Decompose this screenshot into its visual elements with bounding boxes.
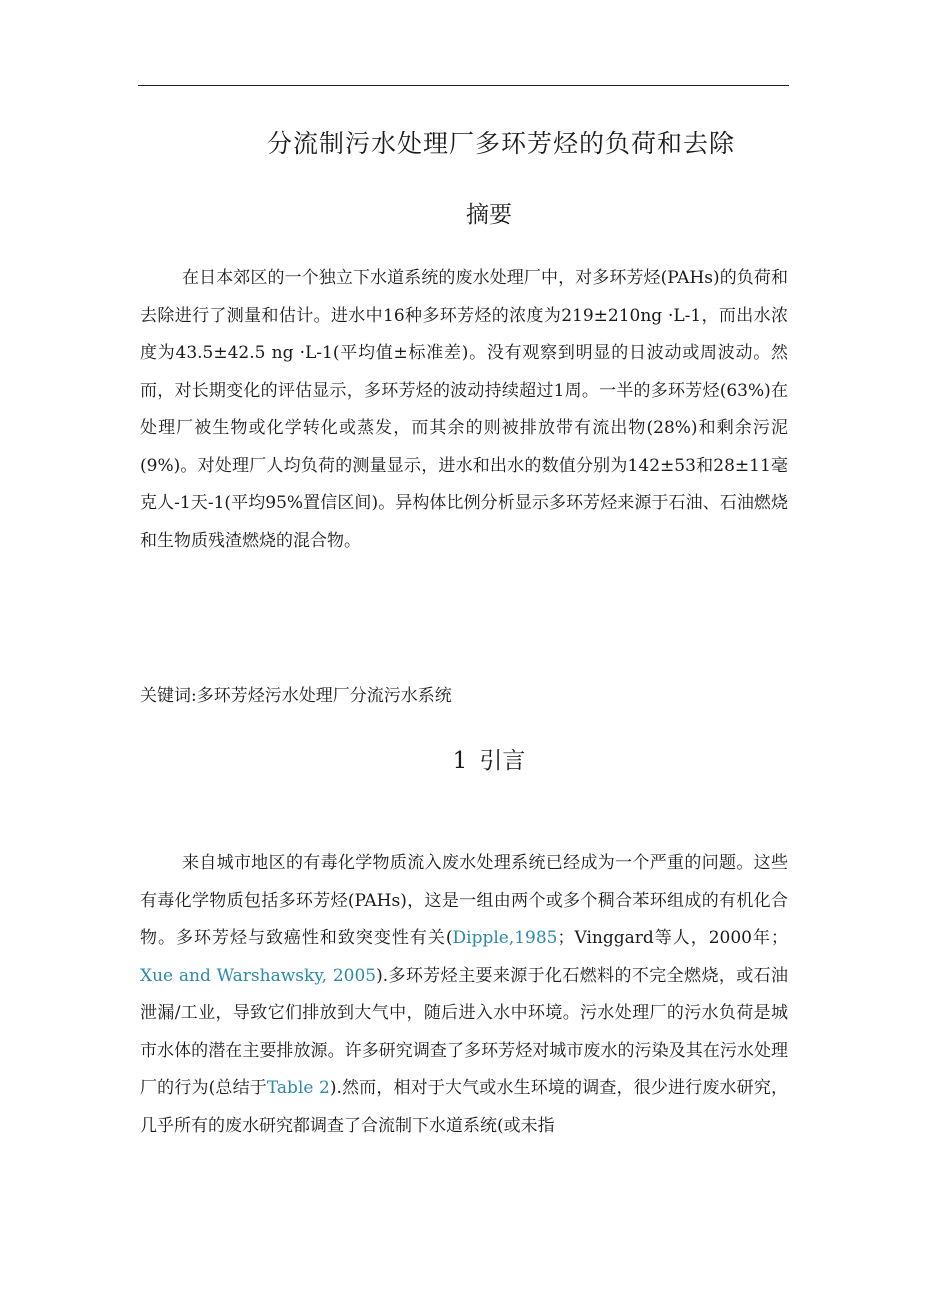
table-reference-link[interactable]: Table 2: [266, 1078, 330, 1098]
keywords: 关键词:多环芳烃污水处理厂分流污水系统: [140, 686, 452, 706]
citation-link-dipple[interactable]: Dipple,1985: [452, 928, 558, 948]
top-rule: [138, 85, 789, 86]
intro-text-segment: 来自城市地区的有毒化学物质流入废水处理系统已经成为一个严重的问题。这些有毒化学物质包括多环芳烃(PAHs)，这是一组由两个或多个稠合苯环组成的有机化合物。多环芳烃与致癌性和致突变性有关(: [140, 853, 788, 948]
section-number: 1: [452, 748, 468, 774]
section-heading: [138, 742, 840, 775]
citation-link-xue[interactable]: Xue and Warshawsky, 2005: [140, 965, 377, 986]
intro-text-segment: ).多环芳烃主要来源于化石燃料的不完全燃烧，或石油泄漏/工业，导致它们排放到大气中，随后进入水中环境。污水处理厂的污水负荷是城市水体的潜在主要排放源。许多研究调查了多环芳烃对城市废水的污染及其在污水处理厂的行为(总结于: [140, 965, 788, 1098]
section-title: 引言: [479, 748, 526, 774]
abstract-heading: 摘要: [466, 202, 512, 228]
abstract-text: 在日本郊区的一个独立下水道系统的废水处理厂中，对多环芳烃(PAHs)的负荷和去除进行了测量和估计。进水中16种多环芳烃的浓度为219±210ng ·L-1，而出水浓度为43.5±42.5 ng ·L-1(平均值±标准差)。没有观察到明显的日波动或周波动。然而，对长期变化的评估显示，多环芳烃的波动持续超过1周。一半的多环芳烃(63%)在处理厂被生物或化学转化或蒸发，而其余的则被排放带有流出物(28%)和剩余污泥(9%)。对处理厂人均负荷的测量显示，进水和出水的数值分别为142±53和28±11毫克人-1天-1(平均95%置信区间)。异构体比例分析显示多环芳烃来源于石油、石油燃烧和生物质残渣燃烧的混合物。: [140, 268, 788, 551]
introduction-text: [140, 845, 788, 1145]
intro-text-segment: ；Vinggard等人，2000年；: [557, 928, 788, 948]
paper-title: 分流制污水处理厂多环芳烃的负荷和去除: [266, 129, 735, 158]
intro-text-segment: ).然而，相对于大气或水生环境的调查，很少进行废水研究，几乎所有的废水研究都调查了合流制下水道系统(或未指: [140, 1078, 788, 1136]
